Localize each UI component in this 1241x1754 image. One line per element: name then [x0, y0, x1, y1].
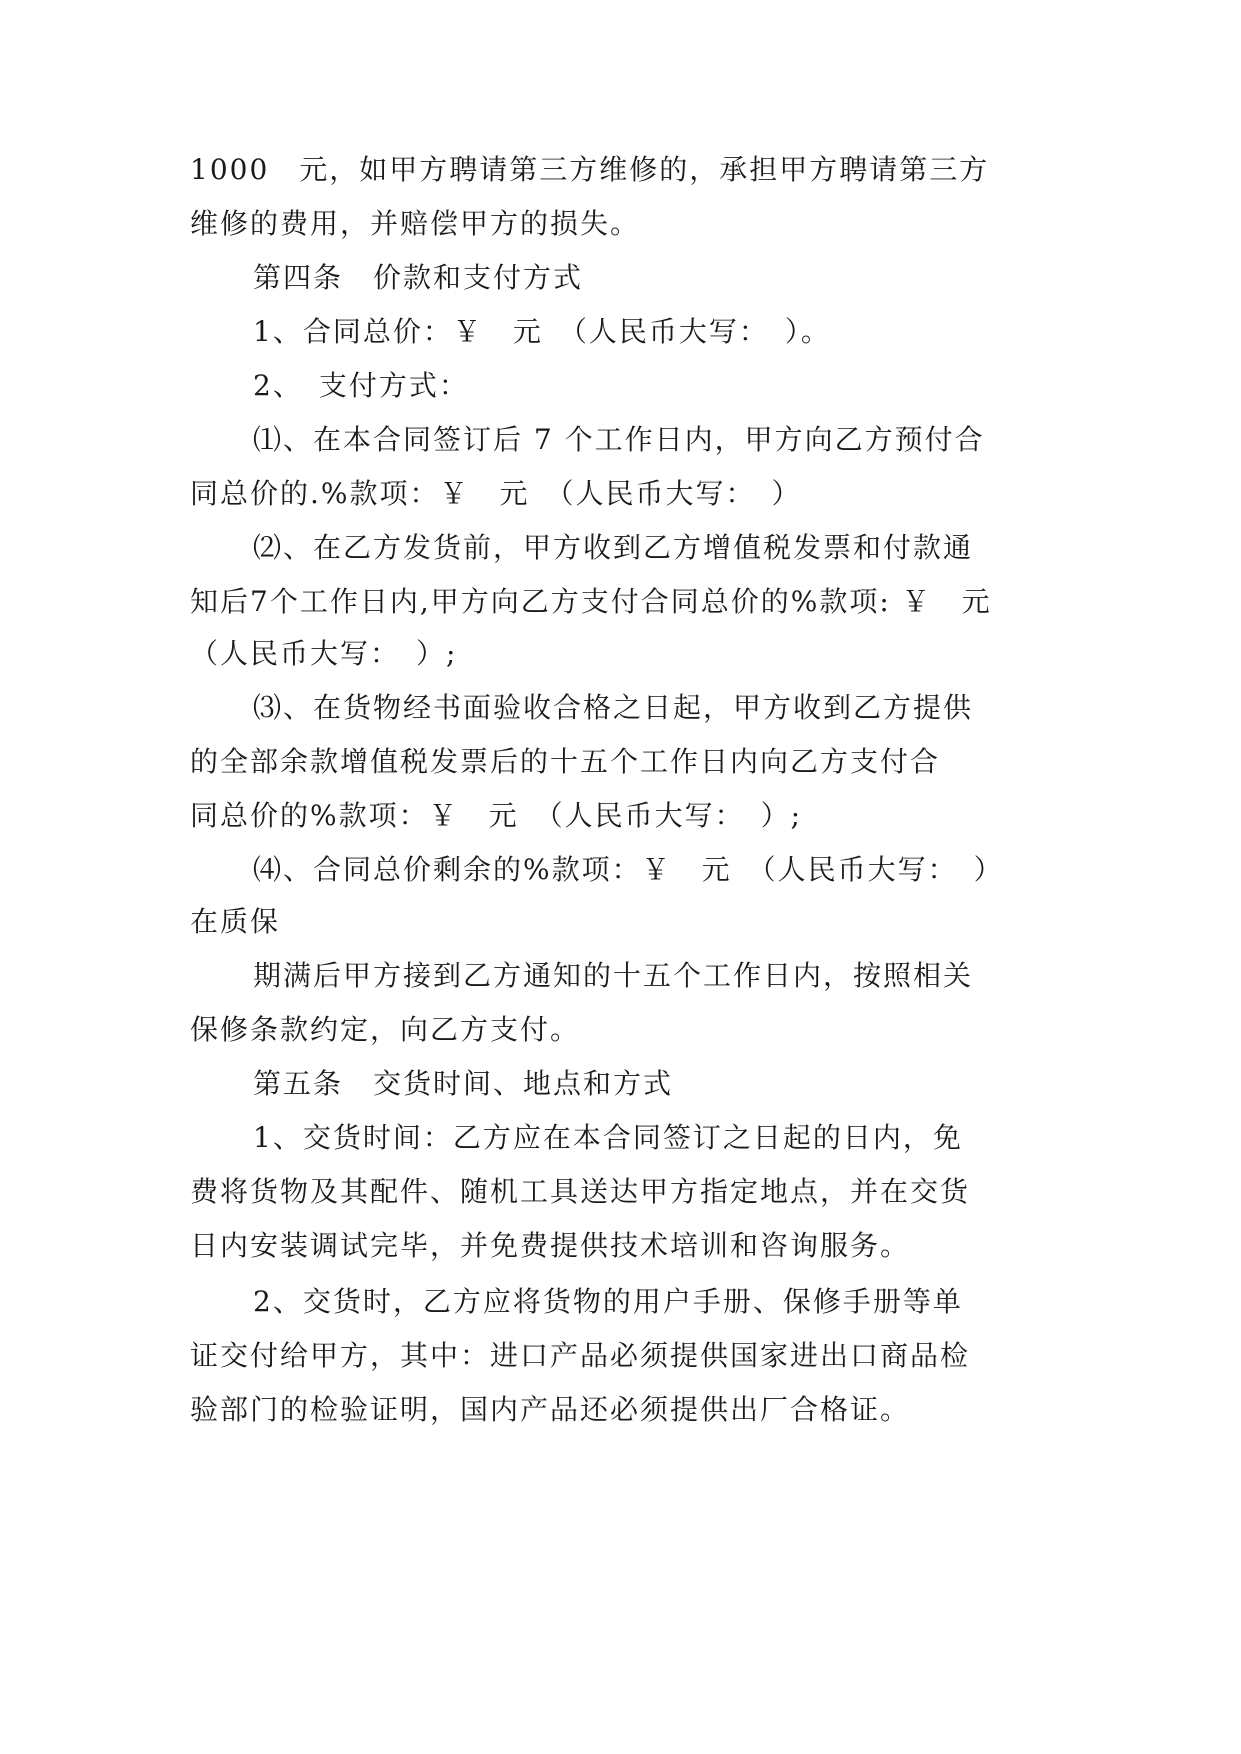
paragraph-line: 期满后甲方接到乙方通知的十五个工作日内，按照相关 — [253, 959, 974, 992]
paragraph-line: 在质保 — [190, 905, 281, 938]
paragraph-line: 1、合同总价：￥ 元 （人民币大写： ）。 — [253, 315, 831, 348]
paragraph-line: 维修的费用，并赔偿甲方的损失。 — [190, 207, 641, 240]
paragraph-line: ⑷、合同总价剩余的%款项：￥ 元 （人民币大写： ） — [253, 853, 1004, 886]
paragraph-line: 2、 支付方式： — [253, 369, 469, 402]
paragraph-line: 1000 元，如甲方聘请第三方维修的，承担甲方聘请第三方 — [190, 153, 990, 186]
paragraph-line: ⑵、在乙方发货前，甲方收到乙方增值税发票和付款通 — [253, 531, 974, 564]
paragraph-line: 同总价的.%款项：￥ 元 （人民币大写： ） — [190, 477, 802, 510]
paragraph-line: 的全部余款增值税发票后的十五个工作日内向乙方支付合 — [190, 745, 941, 778]
paragraph-line: （人民币大写： ）; — [190, 637, 458, 670]
paragraph-line: ⑴、在本合同签订后 7 个工作日内，甲方向乙方预付合 — [253, 423, 985, 456]
paragraph-line: 同总价的%款项：￥ 元 （人民币大写： ）; — [190, 799, 803, 832]
paragraph-line: 验部门的检验证明，国内产品还必须提供出厂合格证。 — [190, 1393, 911, 1426]
paragraph-line: 知后7个工作日内,甲方向乙方支付合同总价的%款项: ￥ 元 — [190, 585, 992, 618]
paragraph-line: 日内安装调试完毕，并免费提供技术培训和咨询服务。 — [190, 1229, 911, 1262]
paragraph-line: 证交付给甲方，其中：进口产品必须提供国家进出口商品检 — [190, 1339, 971, 1372]
paragraph-line: 费将货物及其配件、随机工具送达甲方指定地点，并在交货 — [190, 1175, 971, 1208]
section-heading: 第五条 交货时间、地点和方式 — [253, 1067, 674, 1100]
paragraph-line: ⑶、在货物经书面验收合格之日起，甲方收到乙方提供 — [253, 691, 974, 724]
section-heading: 第四条 价款和支付方式 — [253, 261, 584, 294]
paragraph-line: 1、交货时间：乙方应在本合同签订之日起的日内，免 — [253, 1121, 963, 1154]
paragraph-line: 2、交货时，乙方应将货物的用户手册、保修手册等单 — [253, 1285, 963, 1318]
paragraph-line: 保修条款约定，向乙方支付。 — [190, 1013, 581, 1046]
